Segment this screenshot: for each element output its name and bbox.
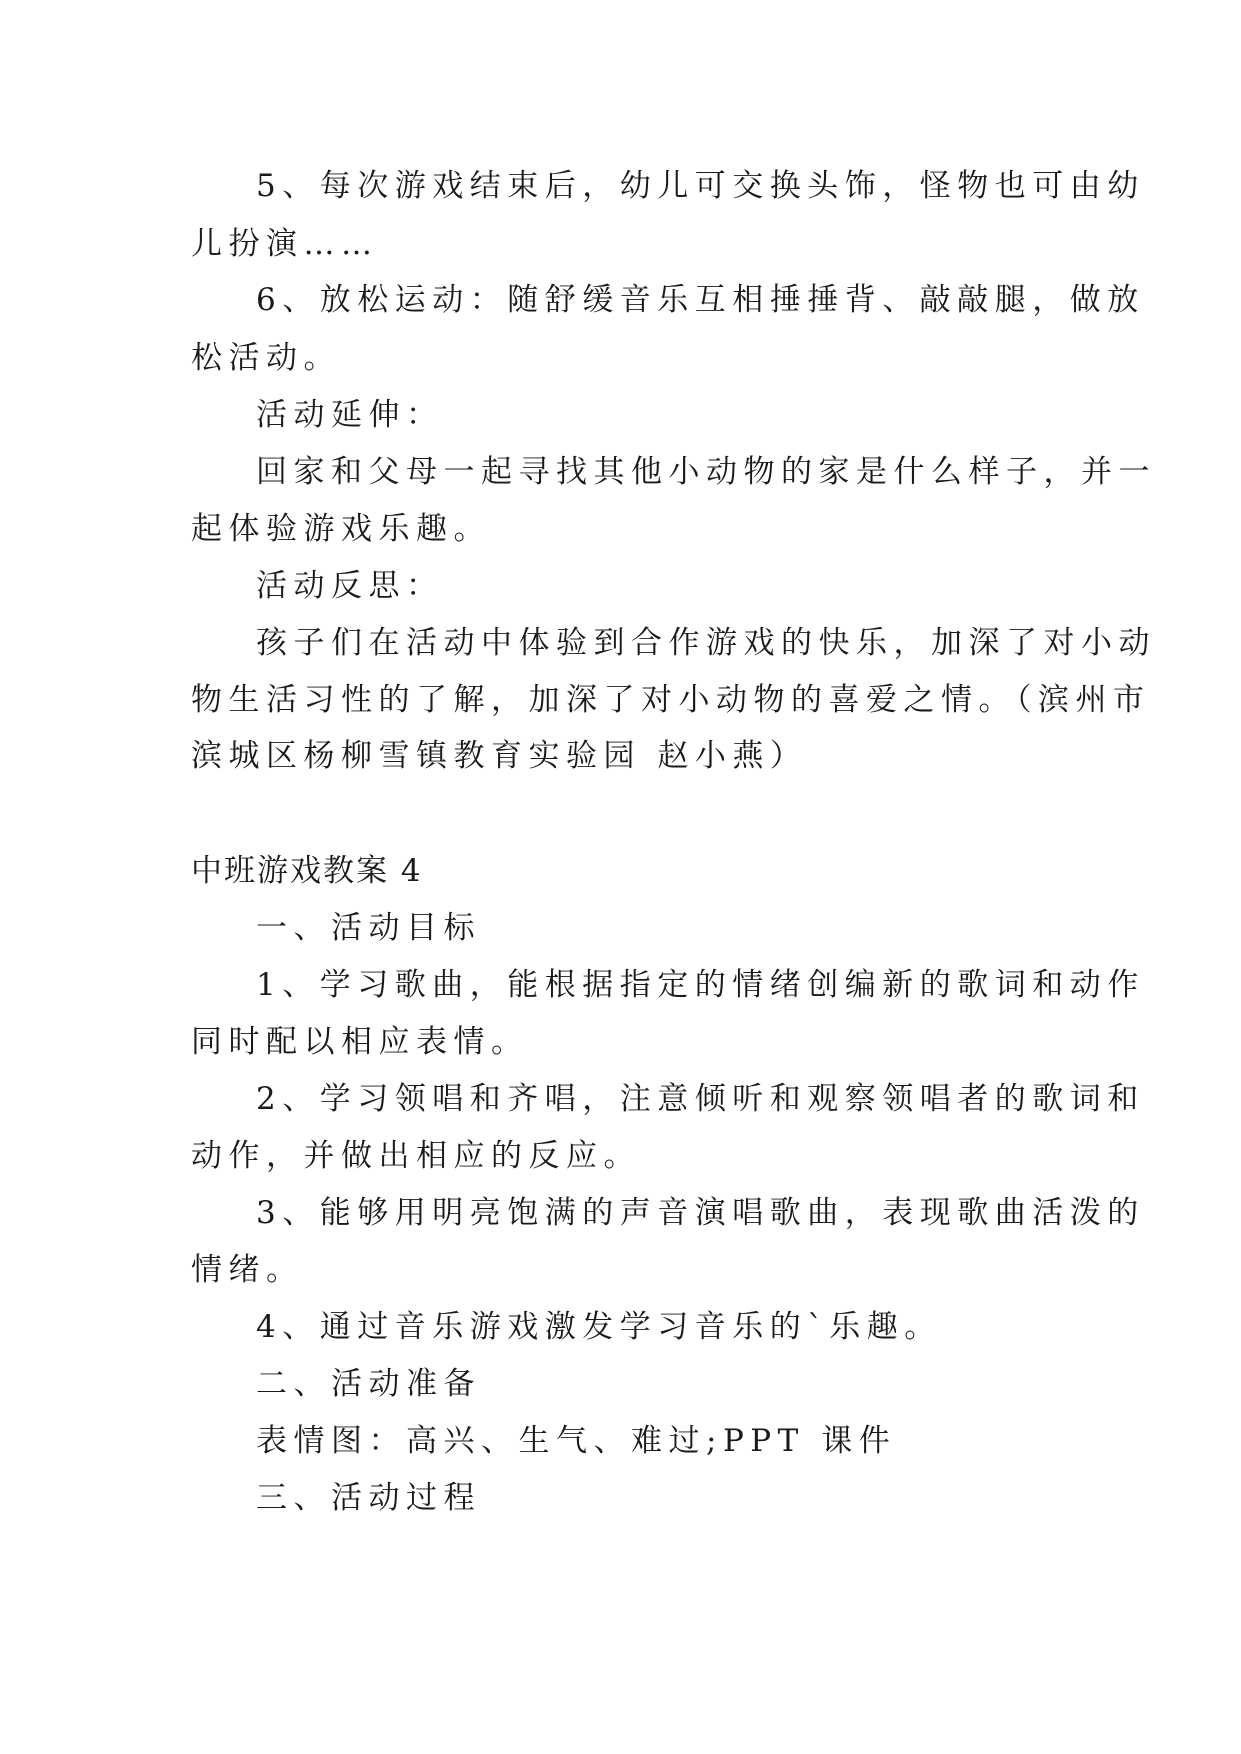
section-heading: 活动延伸： xyxy=(256,397,444,433)
paragraph-line: 同时配以相应表情。 xyxy=(191,1024,529,1060)
paragraph-line: 松活动。 xyxy=(191,340,341,376)
section-heading: 一、活动目标 xyxy=(256,910,481,946)
paragraph-line: 1、学习歌曲，能根据指定的情绪创编新的歌词和动作 xyxy=(256,967,1145,1003)
section-heading: 二、活动准备 xyxy=(256,1366,481,1402)
paragraph-line: 2、学习领唱和齐唱，注意倾听和观察领唱者的歌词和 xyxy=(256,1081,1145,1117)
paragraph-line: 动作，并做出相应的反应。 xyxy=(191,1138,641,1174)
paragraph-line: 4、通过音乐游戏激发学习音乐的`乐趣。 xyxy=(256,1309,942,1345)
paragraph-line: 物生活习性的了解，加深了对小动物的喜爱之情。（滨州市 xyxy=(191,682,1151,718)
section-heading: 三、活动过程 xyxy=(256,1480,481,1516)
paragraph-line: 起体验游戏乐趣。 xyxy=(191,511,491,547)
document-title: 中班游戏教案 4 xyxy=(191,853,423,889)
paragraph-line: 情绪。 xyxy=(191,1252,304,1288)
section-heading: 活动反思： xyxy=(256,568,444,604)
paragraph-line: 3、能够用明亮饱满的声音演唱歌曲，表现歌曲活泼的 xyxy=(256,1195,1145,1231)
paragraph-line: 6、放松运动：随舒缓音乐互相捶捶背、敲敲腿，做放 xyxy=(256,282,1145,318)
paragraph-line: 儿扮演…… xyxy=(191,226,379,262)
paragraph-line: 孩子们在活动中体验到合作游戏的快乐，加深了对小动 xyxy=(256,625,1156,661)
paragraph-line: 回家和父母一起寻找其他小动物的家是什么样子，并一 xyxy=(256,454,1156,490)
paragraph-line: 5、每次游戏结束后，幼儿可交换头饰，怪物也可由幼 xyxy=(256,168,1145,204)
paragraph-line: 滨城区杨柳雪镇教育实验园 赵小燕） xyxy=(191,738,808,774)
paragraph-line: 表情图：高兴、生气、难过;PPT 课件 xyxy=(256,1423,897,1459)
